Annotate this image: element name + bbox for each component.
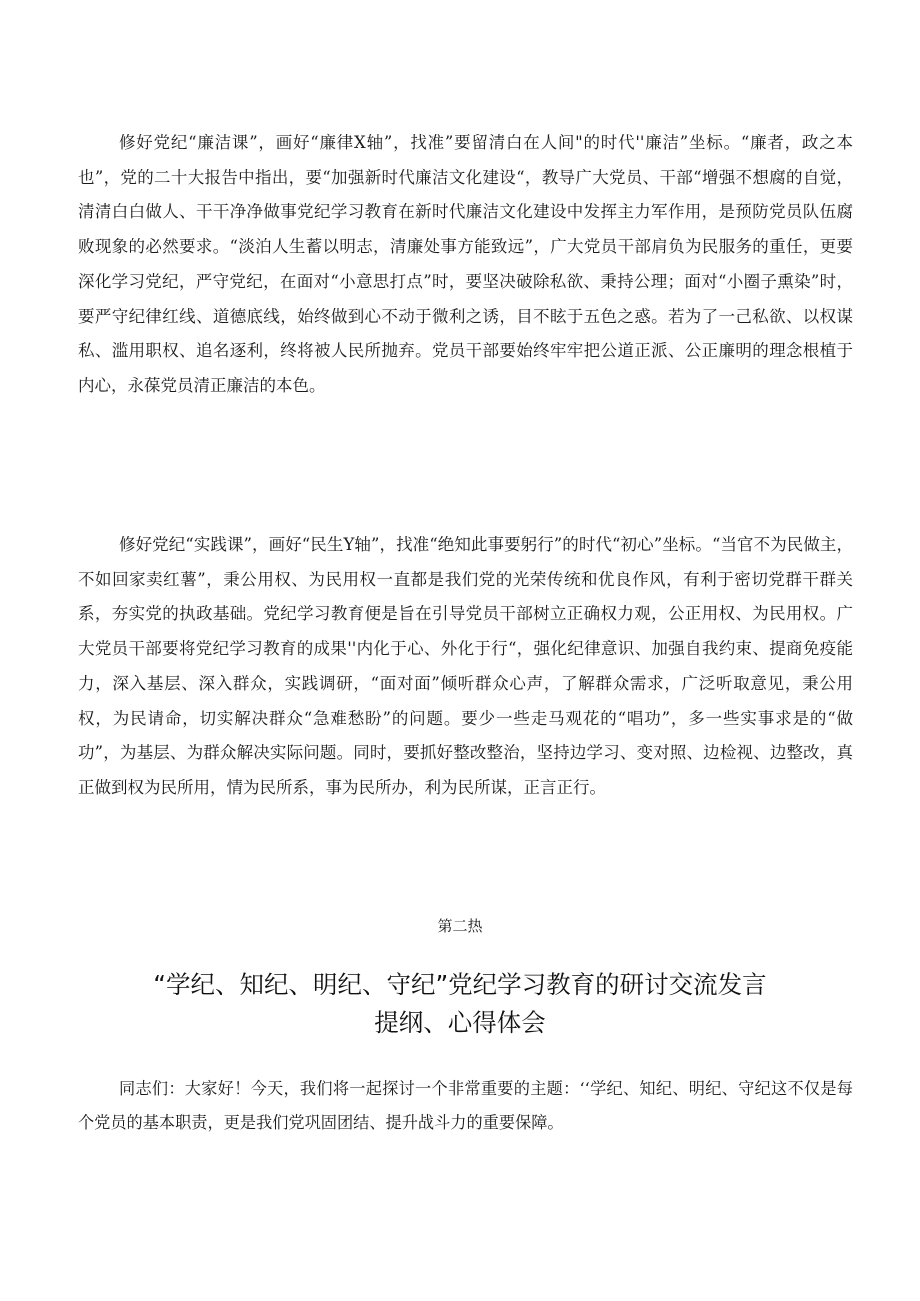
paragraph-integrity-lesson: 修好党纪“廉洁课”，画好“廉律X轴”，找准”要留清白在人间"的时代''廉洁”坐标。“廉者，政之本也”，党的二十大报告中指出，要“加强新时代廉洁文化建设“，教导广大党员、干部“增强不想腐的自觉，清清白白做人、干干净净做事党纪学习教育在新时代廉洁文化建设中发挥主力军作用，是预防党员队伍腐败现象的必然要求。“淡泊人生蓄以明志，清廉处事方能致远”，广大党员干部肩负为民服务的重任，更要深化学习党纪，严守党纪，在面对“小意思打点”时，要坚决破除私欲、秉持公理；面对“小圈子熏染”时，要严守纪律红线、道德底线，始终做到心不动于微利之诱，目不眩于五色之惑。若为了一己私欲、以权谋私、滥用职权、追名逐利，终将被人民所抛弃。党员干部要始终牢牢把公道正派、公正廉明的理念根植于内心，永葆党员清正廉洁的本色。 bbox=[78, 133, 853, 395]
title-line-2: 提纲、心得体会 bbox=[374, 1008, 546, 1037]
paragraph-speech-opening: 同志们：大家好！今天，我们将一起探讨一个非常重要的主题：‘‘学纪、知纪、明纪、守纪这不仅是每个党员的基本职责，更是我们党巩固团结、提升战斗力的重要保障。 bbox=[78, 1079, 853, 1132]
section-label: 第二热 bbox=[437, 917, 483, 935]
document-title bbox=[60, 966, 860, 1042]
title-line-1: “学纪、知纪、明纪、守纪”党纪学习教育的研讨交流发言 bbox=[153, 970, 767, 999]
paragraph-practice-lesson: 修好党纪“实践课”，画好“民生Y轴”，找准“绝知此事要躬行”的时代“初心”坐标。“当官不为民做主，不如回家卖红薯”，秉公用权、为民用权一直都是我们党的光荣传统和优良作风，有利于密切党群干群关系，夯实党的执政基础。党纪学习教育便是旨在引导党员干部树立正确权力观，公正用权、为民用权。广大党员干部要将党纪学习教育的成果''内化于心、外化于行“，强化纪律意识、加强自我约束、提商免疫能力，深入基层、深入群众，实践调研，“面对面”倾听群众心声，了解群众需求，广泛听取意见，秉公用权，为民请命，切实解决群众“急难愁盼”的问题。要少一些走马观花的“唱功”，多一些实事求是的“做功”，为基层、为群众解决实际问题。同时，要抓好整改整治，坚持边学习、变对照、边检视、边整改，真正做到权为民所用，情为民所系，事为民所办，利为民所谋，正言正行。 bbox=[78, 535, 853, 797]
